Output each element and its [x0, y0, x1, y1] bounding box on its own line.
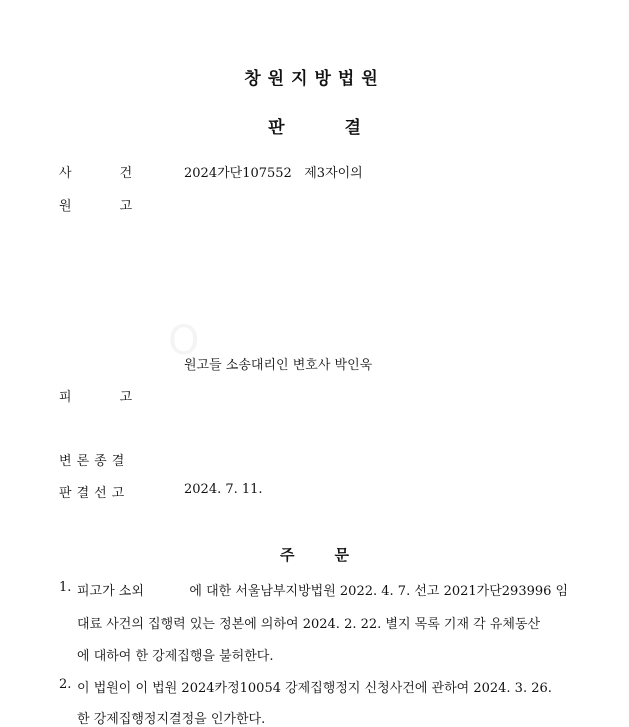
court-name: 창원지방법원	[244, 69, 385, 89]
defendant-label-char-1: 피	[59, 390, 72, 405]
closing-label	[59, 450, 124, 469]
order-item-2-number: 2.	[59, 677, 72, 692]
closing-char-4: 결	[111, 454, 125, 469]
order-item-2-line-1: 이 법원이 이 법원 2024카정10054 강제집행정지 신청사건에 관하여 2024. 3. 26.	[77, 681, 552, 696]
judgment-label	[59, 482, 124, 501]
order-item-1-line-2: 대료 사건의 집행력 있는 정본에 의하여 2024. 2. 22. 별지 목록 기재 각 유체동산	[77, 617, 541, 632]
order-heading	[0, 544, 629, 565]
order-item-2-line-2: 한 강제집행정지결정을 인가한다.	[77, 712, 266, 727]
order-item-1-line-3: 에 대하여 한 강제집행을 불허한다.	[77, 649, 274, 664]
case-label	[59, 162, 132, 181]
plaintiff-label-char-1: 원	[59, 199, 72, 214]
judgment-date: 2024. 7. 11.	[184, 482, 263, 497]
case-value	[184, 162, 363, 181]
case-name: 제3자이의	[304, 166, 363, 181]
order-heading-left: 주	[280, 546, 295, 564]
order-heading-right: 문	[334, 546, 349, 564]
document-title	[0, 113, 629, 138]
plaintiff-label-char-2: 고	[119, 199, 133, 214]
judgment-char-4: 고	[111, 486, 125, 501]
order-item-1-line-1: 피고가 소외 에 대한 서울남부지방법원 2022. 4. 7. 선고 2021가단293996 임	[77, 584, 569, 599]
judgment-char-3: 선	[94, 486, 107, 501]
title-left: 판	[268, 118, 285, 138]
closing-char-2: 론	[76, 454, 90, 469]
case-label-char-2: 건	[119, 166, 133, 181]
judgment-char-2: 결	[76, 486, 90, 501]
case-number: 2024가단107552	[184, 166, 292, 181]
closing-char-1: 변	[59, 454, 72, 469]
plaintiff-counsel: 원고들 소송대리인 변호사 박인욱	[184, 358, 373, 373]
order-item-1-number: 1.	[59, 580, 72, 595]
title-right: 결	[344, 118, 361, 138]
judgment-char-1: 판	[59, 486, 72, 501]
plaintiff-label	[59, 195, 132, 214]
defendant-label	[59, 386, 132, 405]
case-label-char-1: 사	[59, 166, 72, 181]
defendant-label-char-2: 고	[119, 390, 133, 405]
closing-char-3: 종	[94, 454, 107, 469]
